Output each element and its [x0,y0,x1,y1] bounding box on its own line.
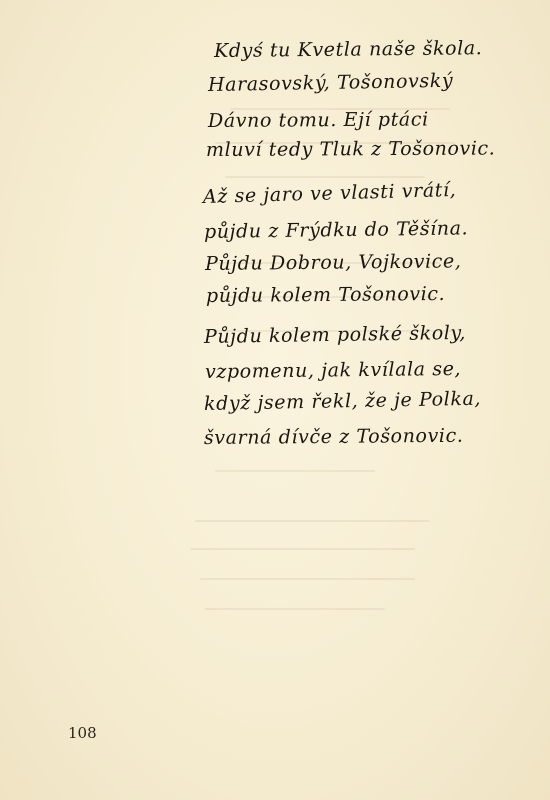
verse-line: vzpomenu, jak kvílala se, [204,357,462,383]
verse-line: Kdyś tu Kvetla naše škola. [213,37,483,62]
verse-line: půjdu kolem Tošonovic. [205,282,446,307]
verse-line: švarná dívče z Tošonovic. [203,424,464,449]
verse-line: Půjdu kolem polské školy, [203,321,467,348]
page-number: 108 [68,724,97,742]
verse-line: půjdu z Frýdku do Těšína. [203,217,469,243]
verse-line: Až se jaro ve vlasti vrátí, [202,178,457,208]
verse-line: Půjdu Dobrou, Vojkovice, [204,250,462,275]
verse-line: když jsem řekl, že je Polka, [203,387,482,415]
verse-line: mluví tedy Tluk z Tošonovic. [205,137,496,161]
verse-line: Dávno tomu. Ejí ptáci [207,108,429,132]
verse-line: Harasovský, Tošonovský [207,69,454,96]
